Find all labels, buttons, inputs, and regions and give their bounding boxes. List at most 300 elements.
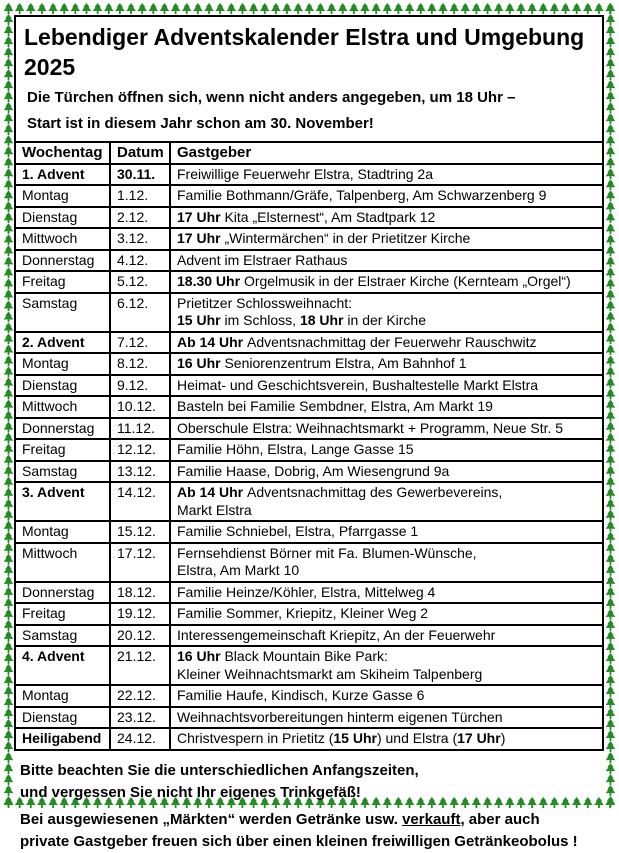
christmas-tree-icon <box>605 785 616 796</box>
christmas-tree-icon <box>3 58 14 69</box>
christmas-tree-icon <box>605 576 616 587</box>
christmas-tree-icon <box>204 3 215 14</box>
christmas-tree-icon <box>371 3 382 14</box>
christmas-tree-icon <box>605 565 616 576</box>
christmas-tree-icon <box>605 730 616 741</box>
christmas-tree-icon <box>605 675 616 686</box>
christmas-tree-icon <box>3 168 14 179</box>
christmas-tree-icon <box>3 675 14 686</box>
christmas-tree-icon <box>605 653 616 664</box>
cell-date: 10.12. <box>110 396 170 418</box>
christmas-tree-icon <box>393 3 404 14</box>
christmas-tree-icon <box>70 3 81 14</box>
christmas-tree-icon <box>3 124 14 135</box>
christmas-tree-icon <box>605 411 616 422</box>
christmas-tree-icon <box>605 190 616 201</box>
table-row <box>15 461 603 483</box>
cell-weekday: Freitag <box>15 439 110 461</box>
cell-date: 24.12. <box>110 728 170 750</box>
christmas-tree-icon <box>103 3 114 14</box>
cell-host <box>170 207 603 229</box>
cell-weekday: Freitag <box>15 603 110 625</box>
christmas-tree-icon <box>114 3 125 14</box>
christmas-tree-icon <box>3 278 14 289</box>
christmas-tree-icon <box>605 686 616 697</box>
text-segment: Freiwillige Feuerwehr Elstra, Stadtring 2a <box>177 165 433 182</box>
christmas-tree-icon <box>605 367 616 378</box>
christmas-tree-icon <box>605 212 616 223</box>
christmas-tree-icon <box>605 378 616 389</box>
cell-weekday: Samstag <box>15 625 110 647</box>
christmas-tree-icon <box>605 322 616 333</box>
christmas-tree-icon <box>14 3 25 14</box>
christmas-tree-icon <box>605 289 616 300</box>
christmas-tree-icon <box>3 113 14 124</box>
christmas-tree-icon <box>605 763 616 774</box>
footer-paragraph-times <box>20 760 604 804</box>
christmas-tree-icon <box>3 36 14 47</box>
text-segment: ) und Elstra ( <box>376 730 458 746</box>
table-row <box>15 418 603 440</box>
christmas-tree-icon <box>605 477 616 488</box>
cell-date: 30.11. <box>110 164 170 186</box>
christmas-tree-icon <box>3 466 14 477</box>
christmas-tree-icon <box>3 576 14 587</box>
text-segment: in der Kirche <box>343 312 426 328</box>
table-row <box>15 521 603 543</box>
cell-host <box>170 461 603 483</box>
christmas-tree-icon <box>605 201 616 212</box>
text-segment: Ab 14 Uhr <box>177 333 248 350</box>
text-segment: 17 Uhr <box>457 730 501 746</box>
christmas-tree-icon <box>482 3 493 14</box>
christmas-tree-icon <box>360 3 371 14</box>
intro-line-2: Start ist in diesem Jahr schon am 30. November! <box>27 115 374 132</box>
christmas-tree-icon <box>605 102 616 113</box>
christmas-tree-icon <box>605 234 616 245</box>
table-row <box>15 250 603 272</box>
christmas-tree-icon <box>3 322 14 333</box>
christmas-tree-icon <box>605 620 616 631</box>
table-row <box>15 207 603 229</box>
cell-date: 5.12. <box>110 271 170 293</box>
christmas-tree-icon <box>3 598 14 609</box>
text-segment: verkauft <box>402 810 461 828</box>
christmas-tree-icon <box>3 785 14 796</box>
text-segment: Kleiner Weihnachtsmarkt am Skiheim Talpenberg <box>177 665 483 682</box>
christmas-tree-icon <box>3 146 14 157</box>
christmas-tree-icon <box>605 774 616 785</box>
christmas-tree-icon <box>605 58 616 69</box>
christmas-tree-icon <box>3 587 14 598</box>
text-segment: , aber auch <box>460 810 540 828</box>
christmas-tree-icon <box>415 3 426 14</box>
christmas-tree-icon <box>81 3 92 14</box>
tree-border-left <box>3 3 14 808</box>
christmas-tree-icon <box>3 69 14 80</box>
cell-host <box>170 250 603 272</box>
cell-date: 20.12. <box>110 625 170 647</box>
text-segment: Elstra, Am Markt 10 <box>177 562 300 578</box>
text-segment: Adventsnachmittag des Gewerbevereins, <box>247 484 503 500</box>
christmas-tree-icon <box>605 554 616 565</box>
table-row <box>15 543 603 582</box>
cell-weekday: 2. Advent <box>15 332 110 354</box>
christmas-tree-icon <box>3 455 14 466</box>
christmas-tree-icon <box>605 14 616 25</box>
christmas-tree-icon <box>337 3 348 14</box>
christmas-tree-icon <box>3 201 14 212</box>
table-row <box>15 439 603 461</box>
christmas-tree-icon <box>605 3 616 14</box>
text-segment: Markt Elstra <box>177 501 252 518</box>
text-segment: 15 Uhr <box>177 312 221 328</box>
cell-weekday: Heiligabend <box>15 728 110 750</box>
footer-paragraph-drinks <box>20 809 604 853</box>
cell-date: 8.12. <box>110 353 170 375</box>
text-segment: Familie Haase, Dobrig, Am Wiesengrund 9a <box>177 462 450 479</box>
christmas-tree-icon <box>605 223 616 234</box>
christmas-tree-icon <box>605 466 616 477</box>
christmas-tree-icon <box>3 389 14 400</box>
cell-host <box>170 646 603 685</box>
text-segment: Basteln bei Familie Sembdner, Elstra, Am Markt 19 <box>177 398 493 414</box>
christmas-tree-icon <box>571 3 582 14</box>
christmas-tree-icon <box>3 741 14 752</box>
cell-host <box>170 375 603 397</box>
christmas-tree-icon <box>605 267 616 278</box>
christmas-tree-icon <box>3 631 14 642</box>
cell-host <box>170 439 603 461</box>
christmas-tree-icon <box>259 3 270 14</box>
christmas-tree-icon <box>605 80 616 91</box>
table-row <box>15 293 603 332</box>
christmas-tree-icon <box>605 510 616 521</box>
christmas-tree-icon <box>3 488 14 499</box>
christmas-tree-icon <box>605 631 616 642</box>
cell-date: 22.12. <box>110 685 170 707</box>
christmas-tree-icon <box>605 36 616 47</box>
cell-host <box>170 185 603 207</box>
christmas-tree-icon <box>605 356 616 367</box>
cell-date: 17.12. <box>110 543 170 582</box>
christmas-tree-icon <box>3 565 14 576</box>
christmas-tree-icon <box>3 80 14 91</box>
christmas-tree-icon <box>3 774 14 785</box>
christmas-tree-icon <box>270 3 281 14</box>
christmas-tree-icon <box>605 433 616 444</box>
text-segment: 16 Uhr <box>177 355 225 371</box>
christmas-tree-icon <box>3 796 14 807</box>
text-segment: Heimat- und Geschichtsverein, Bushaltestelle Markt Elstra <box>177 376 539 393</box>
christmas-tree-icon <box>315 3 326 14</box>
cell-date: 15.12. <box>110 521 170 543</box>
tree-border-right <box>605 3 616 808</box>
table-row <box>15 375 603 397</box>
christmas-tree-icon <box>3 25 14 36</box>
text-segment: Orgelmusik in der Elstraer Kirche (Kernteam „Orgel“) <box>243 273 571 289</box>
christmas-tree-icon <box>3 719 14 730</box>
christmas-tree-icon <box>605 311 616 322</box>
christmas-tree-icon <box>237 3 248 14</box>
christmas-tree-icon <box>605 300 616 311</box>
christmas-tree-icon <box>3 367 14 378</box>
christmas-tree-icon <box>3 223 14 234</box>
cell-host <box>170 332 603 354</box>
text-segment: Familie Schniebel, Elstra, Pfarrgasse 1 <box>177 523 419 539</box>
text-segment: Oberschule Elstra: Weihnachtsmarkt + Programm, Neue Str. 5 <box>177 419 564 436</box>
christmas-tree-icon <box>605 752 616 763</box>
cell-date: 11.12. <box>110 418 170 440</box>
christmas-tree-icon <box>3 422 14 433</box>
christmas-tree-icon <box>605 168 616 179</box>
cell-weekday: Donnerstag <box>15 418 110 440</box>
christmas-tree-icon <box>605 488 616 499</box>
christmas-tree-icon <box>504 3 515 14</box>
cell-date: 12.12. <box>110 439 170 461</box>
text-segment: Bitte beachten Sie die unterschiedlichen Anfangszeiten, <box>20 761 419 779</box>
christmas-tree-icon <box>605 422 616 433</box>
christmas-tree-icon <box>605 532 616 543</box>
christmas-tree-icon <box>3 433 14 444</box>
table-row <box>15 707 603 729</box>
cell-date: 3.12. <box>110 228 170 250</box>
christmas-tree-icon <box>215 3 226 14</box>
christmas-tree-icon <box>605 444 616 455</box>
text-segment: Familie Bothmann/Gräfe, Talpenberg, Am Schwarzenberg 9 <box>177 187 547 203</box>
christmas-tree-icon <box>560 3 571 14</box>
christmas-tree-icon <box>3 532 14 543</box>
text-segment: private Gastgeber freuen sich über einen kleinen freiwilligen Getränkeobolus ! <box>20 832 578 850</box>
christmas-tree-icon <box>593 3 604 14</box>
cell-date: 6.12. <box>110 293 170 332</box>
text-segment: 15 Uhr <box>333 730 377 746</box>
text-segment: Familie Sommer, Kriepitz, Kleiner Weg 2 <box>177 605 429 621</box>
cell-weekday: Samstag <box>15 461 110 483</box>
christmas-tree-icon <box>449 3 460 14</box>
christmas-tree-icon <box>3 664 14 675</box>
christmas-tree-icon <box>3 543 14 554</box>
christmas-tree-icon <box>605 344 616 355</box>
christmas-tree-icon <box>605 708 616 719</box>
cell-weekday: Montag <box>15 521 110 543</box>
christmas-tree-icon <box>248 3 259 14</box>
text-segment: ) <box>500 730 506 746</box>
cell-host <box>170 353 603 375</box>
christmas-tree-icon <box>605 389 616 400</box>
table-row <box>15 396 603 418</box>
cell-host <box>170 582 603 604</box>
cell-date: 23.12. <box>110 707 170 729</box>
text-segment: im Schloss, <box>220 312 300 328</box>
christmas-tree-icon <box>3 444 14 455</box>
cell-host <box>170 728 603 750</box>
footer-notes <box>20 760 604 853</box>
christmas-tree-icon <box>282 3 293 14</box>
christmas-tree-icon <box>3 620 14 631</box>
christmas-tree-icon <box>3 3 14 14</box>
christmas-tree-icon <box>605 47 616 58</box>
table-row <box>15 625 603 647</box>
christmas-tree-icon <box>3 179 14 190</box>
christmas-tree-icon <box>605 157 616 168</box>
christmas-tree-icon <box>59 3 70 14</box>
christmas-tree-icon <box>605 135 616 146</box>
christmas-tree-icon <box>3 102 14 113</box>
christmas-tree-icon <box>3 554 14 565</box>
christmas-tree-icon <box>3 686 14 697</box>
christmas-tree-icon <box>181 3 192 14</box>
calendar-table <box>14 141 604 751</box>
christmas-tree-icon <box>549 3 560 14</box>
christmas-tree-icon <box>538 3 549 14</box>
cell-date: 4.12. <box>110 250 170 272</box>
col-header-host: Gastgeber <box>170 142 603 164</box>
cell-host <box>170 685 603 707</box>
christmas-tree-icon <box>515 3 526 14</box>
text-segment: Kita „Elsternest“, Am Stadtpark 12 <box>224 208 436 225</box>
text-segment: Interessengemeinschaft Kriepitz, An der Feuerwehr <box>177 626 496 643</box>
christmas-tree-icon <box>605 719 616 730</box>
cell-date: 1.12. <box>110 185 170 207</box>
christmas-tree-icon <box>605 25 616 36</box>
christmas-tree-icon <box>226 3 237 14</box>
cell-weekday: Dienstag <box>15 375 110 397</box>
cell-weekday: Montag <box>15 685 110 707</box>
christmas-tree-icon <box>3 411 14 422</box>
header-box <box>14 15 604 143</box>
table-row <box>15 332 603 354</box>
christmas-tree-icon <box>3 609 14 620</box>
table-row <box>15 685 603 707</box>
cell-date: 9.12. <box>110 375 170 397</box>
christmas-tree-icon <box>605 609 616 620</box>
christmas-tree-icon <box>3 697 14 708</box>
christmas-tree-icon <box>192 3 203 14</box>
text-segment: „Wintermärchen“ in der Prietitzer Kirche <box>224 230 471 246</box>
christmas-tree-icon <box>159 3 170 14</box>
text-segment: Adventsnachmittag der Feuerwehr Rauschwitz <box>247 333 537 350</box>
christmas-tree-icon <box>605 69 616 80</box>
cell-host <box>170 271 603 293</box>
christmas-tree-icon <box>3 510 14 521</box>
christmas-tree-icon <box>3 300 14 311</box>
table-row <box>15 353 603 375</box>
text-segment: Familie Haufe, Kindisch, Kurze Gasse 6 <box>177 687 425 703</box>
cell-host <box>170 418 603 440</box>
christmas-tree-icon <box>3 190 14 201</box>
christmas-tree-icon <box>137 3 148 14</box>
christmas-tree-icon <box>605 499 616 510</box>
christmas-tree-icon <box>437 3 448 14</box>
text-segment: Seniorenzentrum Elstra, Am Bahnhof 1 <box>224 355 467 371</box>
christmas-tree-icon <box>404 3 415 14</box>
christmas-tree-icon <box>382 3 393 14</box>
christmas-tree-icon <box>326 3 337 14</box>
table-row <box>15 646 603 685</box>
christmas-tree-icon <box>3 477 14 488</box>
christmas-tree-icon <box>3 267 14 278</box>
cell-date: 14.12. <box>110 482 170 521</box>
cell-weekday: Donnerstag <box>15 582 110 604</box>
christmas-tree-icon <box>605 400 616 411</box>
christmas-tree-icon <box>48 3 59 14</box>
table-header-row <box>15 142 603 164</box>
cell-host <box>170 293 603 332</box>
christmas-tree-icon <box>605 796 616 807</box>
table-row <box>15 185 603 207</box>
text-segment: Weihnachtsvorbereitungen hinterm eigenen Türchen <box>177 708 503 725</box>
christmas-tree-icon <box>3 311 14 322</box>
christmas-tree-icon <box>3 378 14 389</box>
christmas-tree-icon <box>605 278 616 289</box>
christmas-tree-icon <box>3 730 14 741</box>
christmas-tree-icon <box>605 587 616 598</box>
christmas-tree-icon <box>605 333 616 344</box>
christmas-tree-icon <box>3 499 14 510</box>
cell-weekday: Dienstag <box>15 207 110 229</box>
christmas-tree-icon <box>3 234 14 245</box>
christmas-tree-icon <box>3 212 14 223</box>
christmas-tree-icon <box>605 664 616 675</box>
table-row <box>15 164 603 186</box>
cell-weekday: Mittwoch <box>15 396 110 418</box>
table-row <box>15 482 603 521</box>
cell-weekday: Montag <box>15 185 110 207</box>
christmas-tree-icon <box>3 653 14 664</box>
text-segment: Familie Heinze/Köhler, Elstra, Mittelweg 4 <box>177 583 436 600</box>
christmas-tree-icon <box>3 91 14 102</box>
text-segment: Ab 14 Uhr <box>177 484 248 500</box>
text-segment: 17 Uhr <box>177 208 225 225</box>
christmas-tree-icon <box>36 3 47 14</box>
christmas-tree-icon <box>348 3 359 14</box>
text-segment: Black Mountain Bike Park: <box>224 648 388 664</box>
cell-date: 13.12. <box>110 461 170 483</box>
text-segment: 17 Uhr <box>177 230 225 246</box>
christmas-tree-icon <box>3 763 14 774</box>
cell-host <box>170 603 603 625</box>
text-segment: Prietitzer Schlossweihnacht: <box>177 294 353 311</box>
table-row <box>15 271 603 293</box>
christmas-tree-icon <box>3 47 14 58</box>
cell-weekday: 1. Advent <box>15 164 110 186</box>
cell-weekday: Dienstag <box>15 707 110 729</box>
table-body <box>15 164 603 750</box>
christmas-tree-icon <box>3 14 14 25</box>
christmas-tree-icon <box>3 333 14 344</box>
christmas-tree-icon <box>582 3 593 14</box>
christmas-tree-icon <box>3 642 14 653</box>
christmas-tree-icon <box>3 245 14 256</box>
christmas-tree-icon <box>92 3 103 14</box>
col-header-date: Datum <box>110 142 170 164</box>
text-segment: Advent im Elstraer Rathaus <box>177 251 348 268</box>
cell-host <box>170 396 603 418</box>
christmas-tree-icon <box>605 146 616 157</box>
christmas-tree-icon <box>605 598 616 609</box>
christmas-tree-icon <box>605 256 616 267</box>
cell-weekday: Montag <box>15 353 110 375</box>
text-segment: 18 Uhr <box>299 312 344 328</box>
christmas-tree-icon <box>3 356 14 367</box>
christmas-tree-icon <box>3 752 14 763</box>
christmas-tree-icon <box>3 157 14 168</box>
intro-line-1: Die Türchen öffnen sich, wenn nicht anders angegeben, um 18 Uhr – <box>27 89 516 106</box>
christmas-tree-icon <box>605 741 616 752</box>
christmas-tree-icon <box>126 3 137 14</box>
christmas-tree-icon <box>605 521 616 532</box>
